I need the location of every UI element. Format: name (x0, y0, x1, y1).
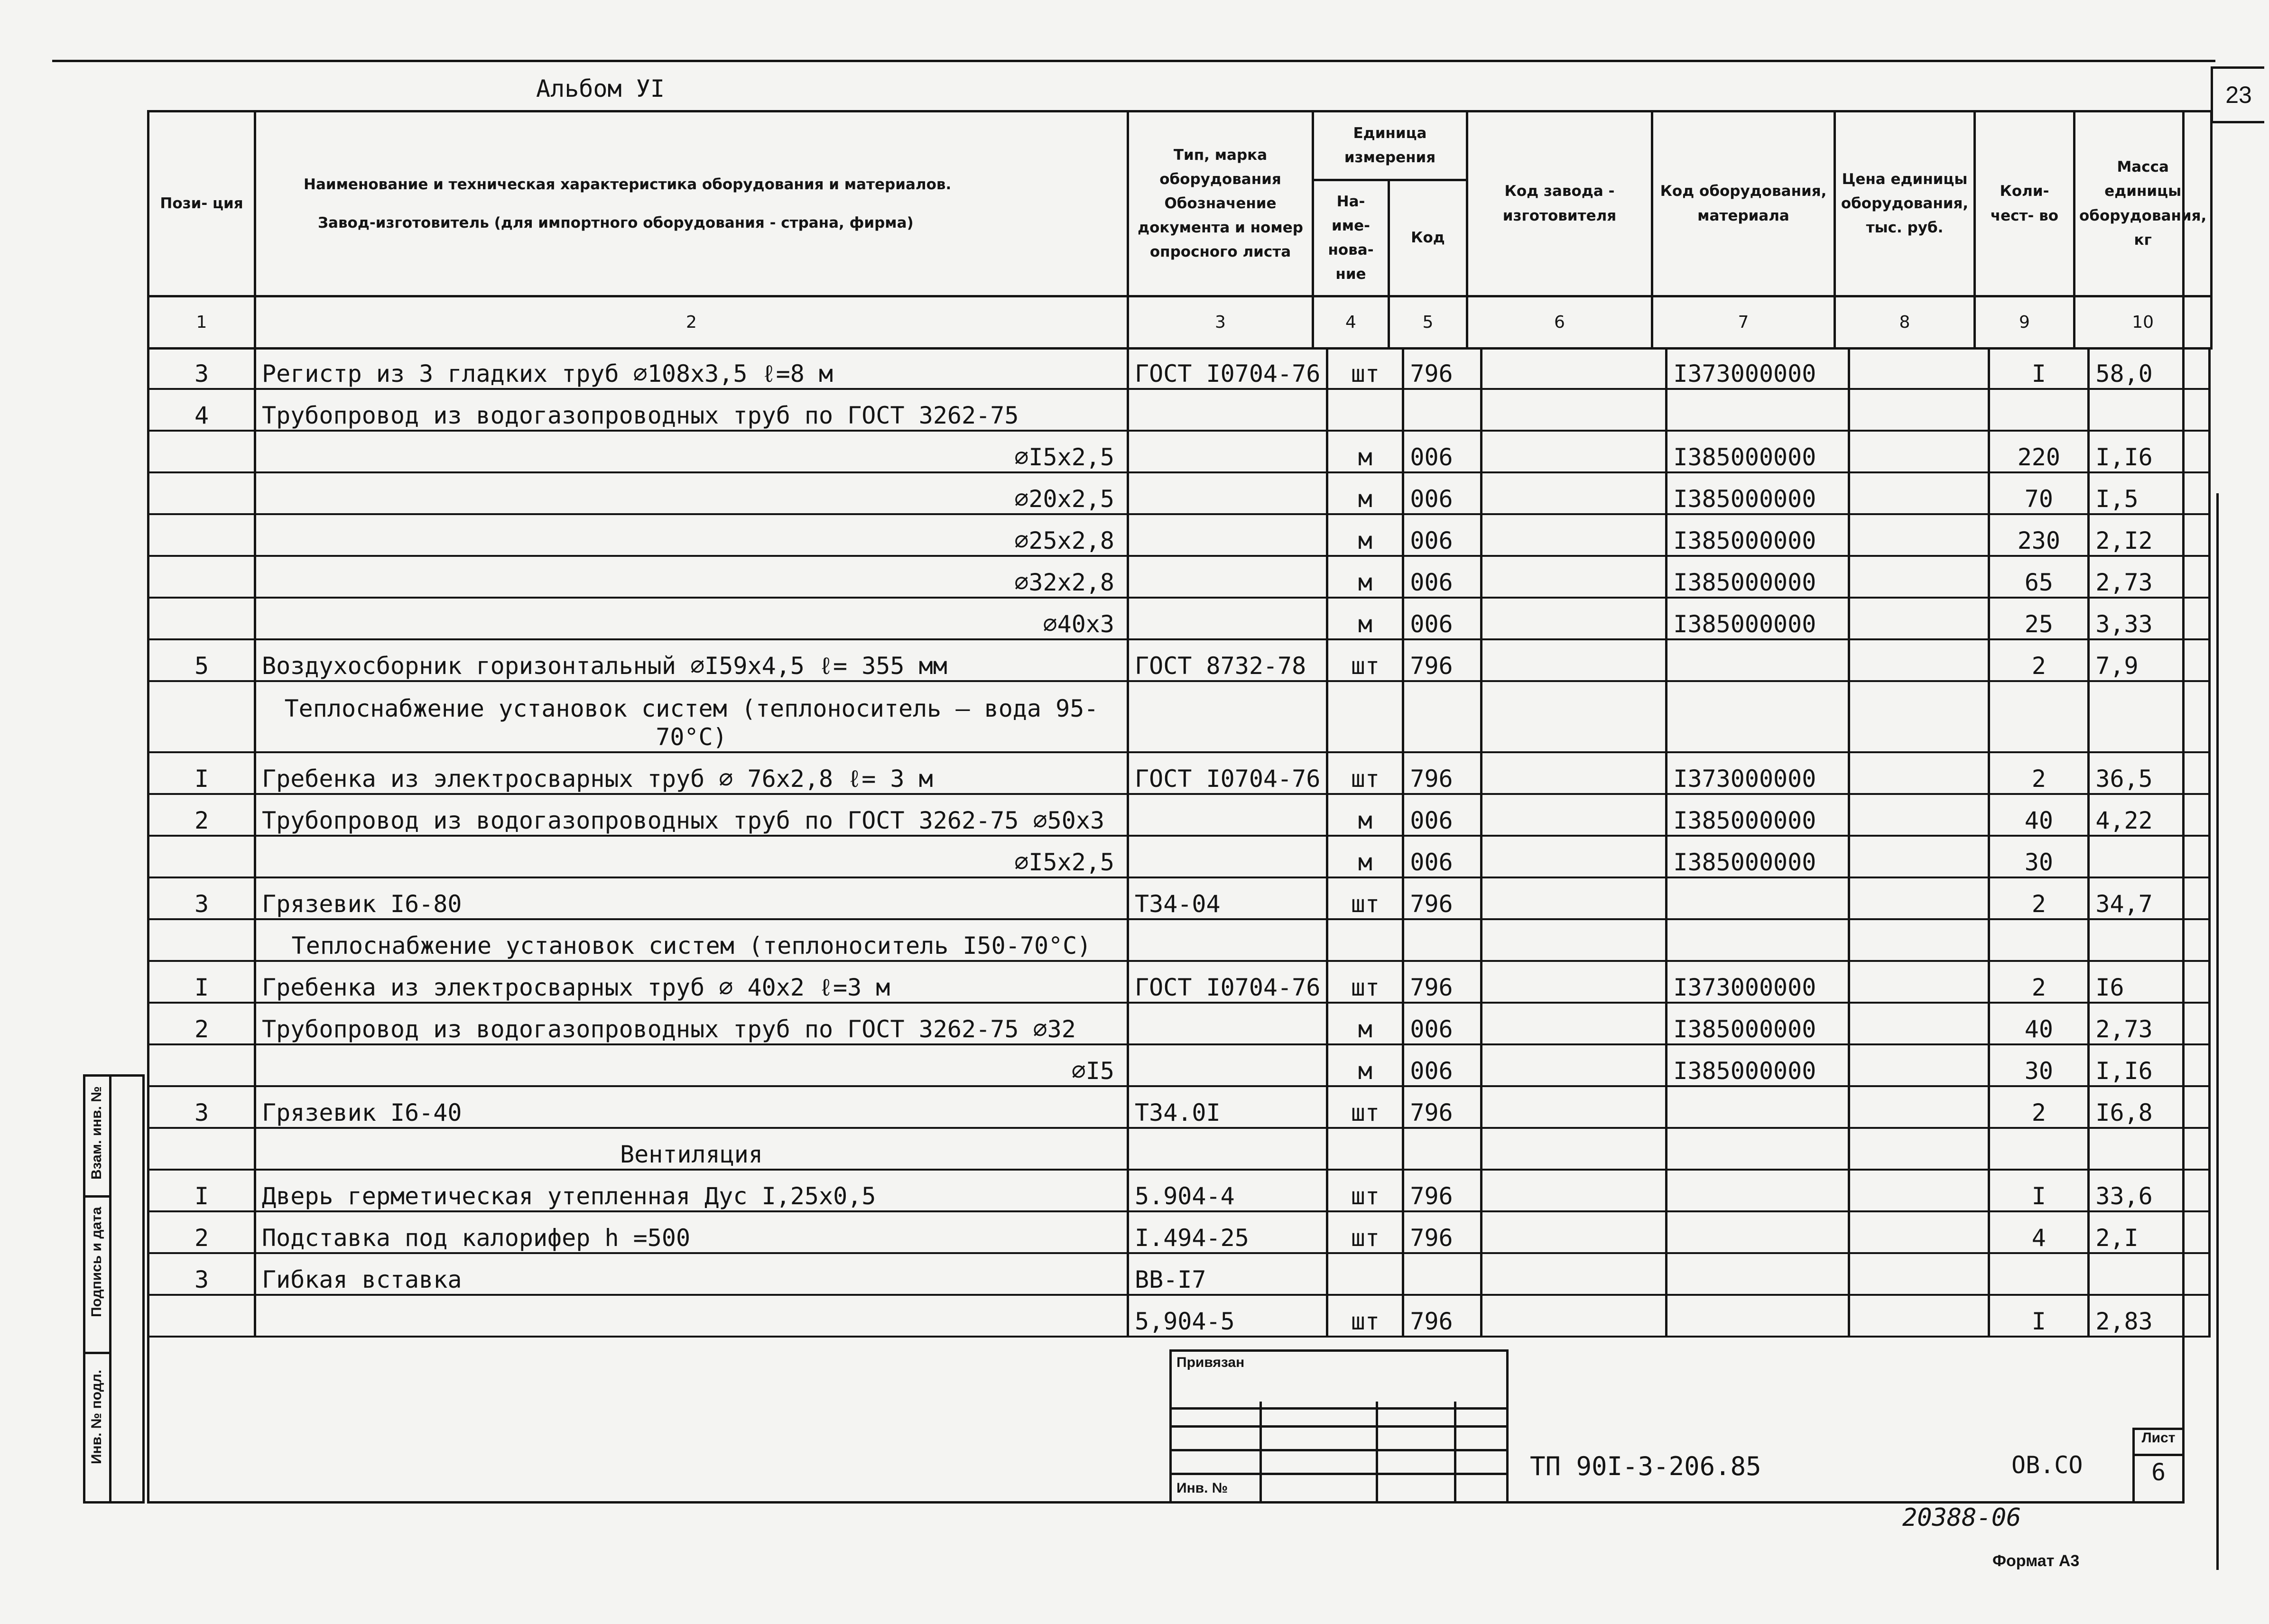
row-position (148, 514, 255, 556)
row-code: 796 (1403, 877, 1482, 919)
row-position: 5 (148, 639, 255, 681)
table-row (148, 681, 2210, 752)
row-position: I (148, 752, 255, 794)
column-number: 6 (1467, 296, 1652, 349)
row-type: ВВ-I7 (1128, 1253, 1327, 1295)
table-row (148, 556, 2210, 598)
row-qty: 25 (1989, 598, 2089, 639)
row-mass: 34,7 (2089, 877, 2210, 919)
table-row (148, 639, 2210, 681)
row-unit: шт (1327, 752, 1403, 794)
row-position: 3 (148, 1086, 255, 1128)
handwritten-number: 20388-06 (1902, 1504, 2021, 1532)
document-code: ТП 90I-3-206.85 (1530, 1451, 1761, 1481)
column-number: 9 (1975, 296, 2075, 349)
row-eq-code: I373000000 (1667, 752, 1849, 794)
album-title: Альбом УI (536, 75, 665, 102)
row-position: I (148, 1170, 255, 1211)
row-mfr-code (1482, 961, 1667, 1003)
header-type: Тип, марка оборудования Обозначение документа и номер опросного листа (1128, 111, 1313, 296)
row-type: Т34.0I (1128, 1086, 1327, 1128)
row-price (1849, 877, 1989, 919)
row-name: Воздухосборник горизонтальный ⌀I59х4,5 ℓ= 355 мм (255, 639, 1128, 681)
row-mass (2089, 919, 2210, 961)
row-qty: 70 (1989, 472, 2089, 514)
spec-header (147, 110, 2213, 350)
row-position (148, 1128, 255, 1170)
row-qty: 65 (1989, 556, 2089, 598)
row-code: 006 (1403, 598, 1482, 639)
row-code (1403, 919, 1482, 961)
row-type (1128, 836, 1327, 877)
table-row (148, 1086, 2210, 1128)
row-mfr-code (1482, 1211, 1667, 1253)
row-name: Гребенка из электросварных труб ⌀ 40х2 ℓ=3 м (255, 961, 1128, 1003)
inventory-label: Инв. № (1176, 1480, 1228, 1496)
header-eq-code: Код оборудования, материала (1652, 111, 1835, 296)
row-qty: 30 (1989, 836, 2089, 877)
row-qty: 40 (1989, 1003, 2089, 1044)
row-name: Регистр из 3 гладких труб ⌀108х3,5 ℓ=8 м (255, 347, 1128, 389)
row-position (148, 598, 255, 639)
row-eq-code (1667, 639, 1849, 681)
row-eq-code (1667, 919, 1849, 961)
row-mass: I6 (2089, 961, 2210, 1003)
row-eq-code (1667, 1128, 1849, 1170)
row-eq-code: I385000000 (1667, 556, 1849, 598)
row-price (1849, 472, 1989, 514)
row-mass: 3,33 (2089, 598, 2210, 639)
row-mass (2089, 1128, 2210, 1170)
row-name: ⌀I5 (255, 1044, 1128, 1086)
row-name: ⌀I5х2,5 (255, 836, 1128, 877)
column-number: 1 (148, 296, 255, 349)
row-name: Подставка под калорифер h =500 (255, 1211, 1128, 1253)
row-mass: 7,9 (2089, 639, 2210, 681)
row-name: Трубопровод из водогазопроводных труб по ГОСТ 3262-75 ⌀50х3 (255, 794, 1128, 836)
row-mfr-code (1482, 1170, 1667, 1211)
row-price (1849, 347, 1989, 389)
row-position: 3 (148, 1253, 255, 1295)
row-mass (2089, 836, 2210, 877)
row-price (1849, 1086, 1989, 1128)
row-code: 006 (1403, 472, 1482, 514)
column-number: 3 (1128, 296, 1313, 349)
row-price (1849, 836, 1989, 877)
row-eq-code: I385000000 (1667, 1003, 1849, 1044)
row-type: Т34-04 (1128, 877, 1327, 919)
row-code (1403, 389, 1482, 431)
row-position: 4 (148, 389, 255, 431)
row-price (1849, 752, 1989, 794)
row-position: 2 (148, 1003, 255, 1044)
row-type (1128, 794, 1327, 836)
row-mfr-code (1482, 431, 1667, 472)
side-label-signature: Подпись и дата (89, 1207, 104, 1317)
row-price (1849, 1170, 1989, 1211)
column-number: 5 (1389, 296, 1467, 349)
row-unit: шт (1327, 1086, 1403, 1128)
row-mfr-code (1482, 514, 1667, 556)
row-mass: 33,6 (2089, 1170, 2210, 1211)
row-type (1128, 556, 1327, 598)
column-number: 10 (2075, 296, 2212, 349)
row-eq-code: I373000000 (1667, 347, 1849, 389)
row-eq-code: I373000000 (1667, 961, 1849, 1003)
row-position (148, 1044, 255, 1086)
table-row (148, 347, 2210, 389)
header-qty: Коли- чест- во (1975, 111, 2075, 296)
row-qty (1989, 1128, 2089, 1170)
row-code: 796 (1403, 1211, 1482, 1253)
table-row (148, 1044, 2210, 1086)
header-unit: Единица измерения (1313, 111, 1467, 180)
row-unit: шт (1327, 961, 1403, 1003)
row-type (1128, 472, 1327, 514)
row-position (148, 919, 255, 961)
row-unit (1327, 919, 1403, 961)
row-mass: I,5 (2089, 472, 2210, 514)
row-unit: шт (1327, 347, 1403, 389)
row-price (1849, 431, 1989, 472)
row-eq-code: I385000000 (1667, 472, 1849, 514)
row-name: Трубопровод из водогазопроводных труб по ГОСТ 3262-75 ⌀32 (255, 1003, 1128, 1044)
row-name: Грязевик I6-40 (255, 1086, 1128, 1128)
row-code: 796 (1403, 639, 1482, 681)
sheet-code: ОВ.СО (2011, 1451, 2083, 1479)
table-row (148, 1211, 2210, 1253)
row-price (1849, 598, 1989, 639)
row-mfr-code (1482, 347, 1667, 389)
row-code: 796 (1403, 1295, 1482, 1337)
row-eq-code: I385000000 (1667, 1044, 1849, 1086)
row-eq-code: I385000000 (1667, 431, 1849, 472)
row-mass: 58,0 (2089, 347, 2210, 389)
row-mass: I6,8 (2089, 1086, 2210, 1128)
row-mass: 2,73 (2089, 1003, 2210, 1044)
row-price (1849, 919, 1989, 961)
row-qty: 230 (1989, 514, 2089, 556)
row-qty: I (1989, 1295, 2089, 1337)
row-mfr-code (1482, 681, 1667, 752)
row-qty: I (1989, 347, 2089, 389)
column-number: 4 (1313, 296, 1389, 349)
row-mfr-code (1482, 472, 1667, 514)
row-mfr-code (1482, 556, 1667, 598)
row-eq-code: I385000000 (1667, 836, 1849, 877)
row-eq-code: I385000000 (1667, 598, 1849, 639)
row-mass (2089, 1253, 2210, 1295)
row-mfr-code (1482, 1044, 1667, 1086)
row-qty: 220 (1989, 431, 2089, 472)
side-label-inventory: Инв. № подл. (89, 1369, 104, 1464)
row-qty: 2 (1989, 639, 2089, 681)
row-type (1128, 389, 1327, 431)
row-eq-code: I385000000 (1667, 794, 1849, 836)
row-code: 796 (1403, 1086, 1482, 1128)
row-unit: м (1327, 556, 1403, 598)
row-code: 006 (1403, 1003, 1482, 1044)
table-row (148, 877, 2210, 919)
row-mass: 4,22 (2089, 794, 2210, 836)
row-name: ⌀I5х2,5 (255, 431, 1128, 472)
row-price (1849, 1211, 1989, 1253)
row-unit: шт (1327, 1170, 1403, 1211)
row-mfr-code (1482, 794, 1667, 836)
row-type (1128, 1003, 1327, 1044)
row-eq-code (1667, 1253, 1849, 1295)
row-unit: м (1327, 431, 1403, 472)
row-eq-code (1667, 1295, 1849, 1337)
row-mass: 2,I2 (2089, 514, 2210, 556)
row-mfr-code (1482, 752, 1667, 794)
row-type: 5,904-5 (1128, 1295, 1327, 1337)
row-unit: шт (1327, 1211, 1403, 1253)
table-row (148, 1003, 2210, 1044)
row-qty: 40 (1989, 794, 2089, 836)
row-unit: шт (1327, 1295, 1403, 1337)
column-numbers (148, 296, 2212, 349)
row-unit: м (1327, 1003, 1403, 1044)
row-name: Вентиляция (255, 1128, 1128, 1170)
row-name: Трубопровод из водогазопроводных труб по ГОСТ 3262-75 (255, 389, 1128, 431)
table-row (148, 1253, 2210, 1295)
row-code: 796 (1403, 1170, 1482, 1211)
row-unit: м (1327, 472, 1403, 514)
row-price (1849, 639, 1989, 681)
row-eq-code (1667, 389, 1849, 431)
row-price (1849, 514, 1989, 556)
table-row (148, 598, 2210, 639)
row-code: 796 (1403, 752, 1482, 794)
column-number: 7 (1652, 296, 1835, 349)
row-name: Дверь герметическая утепленная Дус I,25х0,5 (255, 1170, 1128, 1211)
table-row (148, 472, 2210, 514)
side-stamp (83, 1074, 145, 1504)
row-name: Гибкая вставка (255, 1253, 1128, 1295)
binding-label: Привязан (1172, 1352, 1506, 1410)
header-position: Пози- ция (148, 111, 255, 296)
row-mfr-code (1482, 1086, 1667, 1128)
row-mass (2089, 389, 2210, 431)
header-mfr-code: Код завода - изготовителя (1467, 111, 1652, 296)
table-row (148, 836, 2210, 877)
row-code: 006 (1403, 556, 1482, 598)
row-qty (1989, 1253, 2089, 1295)
row-code: 006 (1403, 514, 1482, 556)
row-position: 2 (148, 1211, 255, 1253)
row-type (1128, 1044, 1327, 1086)
row-type (1128, 514, 1327, 556)
row-mfr-code (1482, 1295, 1667, 1337)
row-position: 2 (148, 794, 255, 836)
row-eq-code (1667, 1086, 1849, 1128)
row-position (148, 1295, 255, 1337)
row-unit (1327, 1128, 1403, 1170)
row-unit: шт (1327, 639, 1403, 681)
row-unit: м (1327, 514, 1403, 556)
row-type: 5.904-4 (1128, 1170, 1327, 1211)
table-row (148, 1295, 2210, 1337)
row-qty: 2 (1989, 752, 2089, 794)
row-mass (2089, 681, 2210, 752)
row-price (1849, 389, 1989, 431)
row-code (1403, 681, 1482, 752)
row-price (1849, 1295, 1989, 1337)
row-unit: шт (1327, 877, 1403, 919)
table-row (148, 1170, 2210, 1211)
row-price (1849, 556, 1989, 598)
row-position (148, 431, 255, 472)
row-eq-code: I385000000 (1667, 514, 1849, 556)
table-row (148, 961, 2210, 1003)
binding-block (1169, 1349, 1509, 1504)
row-price (1849, 794, 1989, 836)
row-mfr-code (1482, 598, 1667, 639)
row-type (1128, 919, 1327, 961)
row-name: Гребенка из электросварных труб ⌀ 76х2,8 ℓ= 3 м (255, 752, 1128, 794)
row-name: ⌀20х2,5 (255, 472, 1128, 514)
row-position: 3 (148, 347, 255, 389)
row-type (1128, 1128, 1327, 1170)
row-qty: 2 (1989, 1086, 2089, 1128)
sheet-box (2132, 1428, 2185, 1504)
row-mass: I,I6 (2089, 1044, 2210, 1086)
column-number: 8 (1835, 296, 1975, 349)
row-mfr-code (1482, 877, 1667, 919)
top-rule (52, 60, 2215, 62)
row-qty: 2 (1989, 877, 2089, 919)
header-price: Цена единицы оборудования, тыс. руб. (1835, 111, 1975, 296)
row-type (1128, 431, 1327, 472)
table-row (148, 794, 2210, 836)
row-code: 006 (1403, 1044, 1482, 1086)
row-mass: 2,73 (2089, 556, 2210, 598)
right-rule (2216, 493, 2219, 1570)
row-qty (1989, 389, 2089, 431)
row-type: ГОСТ I0704-76 (1128, 347, 1327, 389)
row-position (148, 556, 255, 598)
row-name (255, 1295, 1128, 1337)
sheet-value: 6 (2151, 1458, 2166, 1486)
row-position (148, 681, 255, 752)
table-row (148, 1128, 2210, 1170)
row-eq-code (1667, 1170, 1849, 1211)
header-unit-name: На- име- нова- ние (1313, 180, 1389, 296)
row-unit: м (1327, 1044, 1403, 1086)
row-mfr-code (1482, 836, 1667, 877)
row-unit: м (1327, 598, 1403, 639)
row-name: ⌀25х2,8 (255, 514, 1128, 556)
table-row (148, 752, 2210, 794)
row-mass: I,I6 (2089, 431, 2210, 472)
row-unit (1327, 389, 1403, 431)
row-code: 006 (1403, 836, 1482, 877)
row-mfr-code (1482, 639, 1667, 681)
row-position: 3 (148, 877, 255, 919)
row-name: Грязевик I6-80 (255, 877, 1128, 919)
format-label: Формат А3 (1992, 1552, 2080, 1570)
row-type: ГОСТ I0704-76 (1128, 752, 1327, 794)
row-code: 006 (1403, 431, 1482, 472)
row-mfr-code (1482, 389, 1667, 431)
row-eq-code (1667, 877, 1849, 919)
header-mass: Масса единицы оборудования, кг (2075, 111, 2212, 296)
row-name: ⌀40х3 (255, 598, 1128, 639)
row-qty: I (1989, 1170, 2089, 1211)
row-mass: 2,83 (2089, 1295, 2210, 1337)
row-price (1849, 961, 1989, 1003)
row-unit: м (1327, 794, 1403, 836)
row-unit (1327, 1253, 1403, 1295)
row-eq-code (1667, 681, 1849, 752)
row-qty: 2 (1989, 961, 2089, 1003)
row-eq-code (1667, 1211, 1849, 1253)
row-mfr-code (1482, 919, 1667, 961)
row-mfr-code (1482, 1128, 1667, 1170)
row-price (1849, 1044, 1989, 1086)
side-label-replaced: Взам. инв. № (89, 1086, 104, 1180)
row-unit (1327, 681, 1403, 752)
row-position: I (148, 961, 255, 1003)
table-row (148, 431, 2210, 472)
page-number: 23 (2211, 66, 2264, 123)
row-unit: м (1327, 836, 1403, 877)
row-position (148, 836, 255, 877)
header-name-line1: Наименование и техническая характеристика оборудования и материалов. (304, 175, 952, 193)
row-mass: 36,5 (2089, 752, 2210, 794)
row-name: ⌀32х2,8 (255, 556, 1128, 598)
header-name-line2: Завод-изготовитель (для импортного оборудования - страна, фирма) (318, 214, 914, 231)
row-price (1849, 1128, 1989, 1170)
row-mfr-code (1482, 1003, 1667, 1044)
row-name: Теплоснабжение установок систем (теплоноситель I50-70°С) (255, 919, 1128, 961)
sheet-label: Лист (2135, 1430, 2182, 1456)
row-price (1849, 1253, 1989, 1295)
row-code (1403, 1253, 1482, 1295)
row-qty: 30 (1989, 1044, 2089, 1086)
header-unit-code: Код (1389, 180, 1467, 296)
row-name: Теплоснабжение установок систем (теплоноситель – вода 95-70°С) (255, 681, 1128, 752)
row-code: 796 (1403, 347, 1482, 389)
table-row (148, 389, 2210, 431)
row-qty: 4 (1989, 1211, 2089, 1253)
spec-table (147, 347, 2211, 1338)
table-row (148, 919, 2210, 961)
table-row (148, 514, 2210, 556)
header-name (255, 111, 1128, 296)
row-type (1128, 598, 1327, 639)
row-qty (1989, 681, 2089, 752)
row-code: 006 (1403, 794, 1482, 836)
row-mass: 2,I (2089, 1211, 2210, 1253)
row-type: ГОСТ 8732-78 (1128, 639, 1327, 681)
row-code (1403, 1128, 1482, 1170)
row-code: 796 (1403, 961, 1482, 1003)
row-qty (1989, 919, 2089, 961)
row-type (1128, 681, 1327, 752)
row-price (1849, 1003, 1989, 1044)
row-position (148, 472, 255, 514)
row-mfr-code (1482, 1253, 1667, 1295)
row-price (1849, 681, 1989, 752)
row-type: I.494-25 (1128, 1211, 1327, 1253)
row-type: ГОСТ I0704-76 (1128, 961, 1327, 1003)
column-number: 2 (255, 296, 1128, 349)
